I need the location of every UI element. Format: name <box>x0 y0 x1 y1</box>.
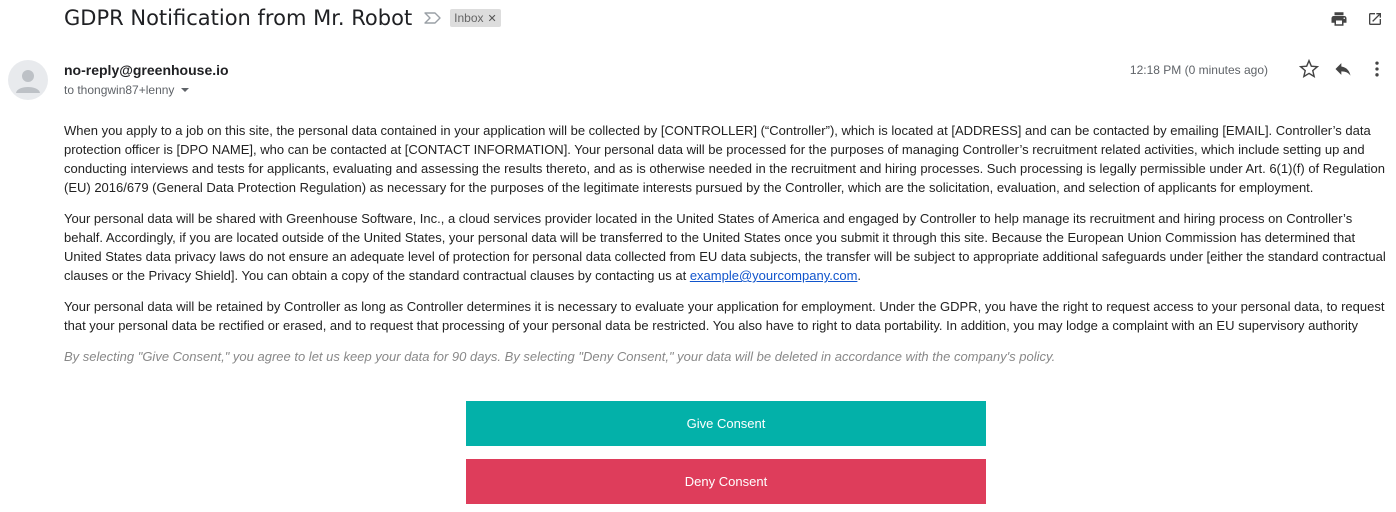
message-timestamp: 12:18 PM (0 minutes ago) <box>1129 63 1268 77</box>
consent-disclaimer: By selecting "Give Consent," you agree to let us keep your data for 90 days. By selecting "Deny Consent," your data will be deleted in accordance with the company's policy. <box>64 349 1056 364</box>
print-icon[interactable] <box>1328 8 1350 30</box>
give-consent-button[interactable]: Give Consent <box>466 401 986 446</box>
label-text: Inbox <box>454 11 484 25</box>
inbox-label-chip <box>450 9 501 27</box>
body-paragraph-1: When you apply to a job on this site, the personal data contained in your application will be collected by [CONTROLLER] (“Controller”), which is located at [ADDRESS] and can be contacted by emailing [EMAIL]. Controller’s data protection officer is [DPO NAME], who can be contacted at [CONTACT INFORMATION]. Your personal data will be processed for the purposes of managing Controller’s recruitment related activities, which include setting up and conducting interviews and tests for applicants, evaluating and assessing the results thereto, and as is otherwise needed in the recruitment and hiring processes. Such processing is legally permissible under Art. 6(1)(f) of Regulation (EU) 2016/679 (General Data Protection Regulation) as necessary for the purposes of the legitimate interests pursued by the Controller, which are the solicitation, evaluation, and selection of applicants for employment. <box>64 123 1385 195</box>
close-icon[interactable]: ✕ <box>487 12 497 25</box>
paragraph-2-text: Your personal data will be shared with Greenhouse Software, Inc., a cloud services provider located in the United States of America and engaged by Controller to help manage its recruitment and hiring process on Controller’s behalf. Accordingly, if you are located outside of the United States, your personal data will be transferred to the United States once you submit it through this site. Because the European Union Commission has determined that United States data privacy laws do not ensure an adequate level of protection for personal data collected from EU data subjects, the transfer will be subject to appropriate additional safeguards under [either the standard contractual clauses or the Privacy Shield]. You can obtain a copy of the standard contractual clauses by contacting us at <box>64 211 1386 283</box>
caret-down-icon[interactable] <box>180 85 190 95</box>
open-in-new-window-icon[interactable] <box>1364 8 1386 30</box>
recipient-text: to thongwin87+lenny <box>64 83 175 97</box>
person-icon <box>8 60 48 100</box>
star-icon[interactable] <box>1298 58 1320 80</box>
contact-email-link[interactable]: example@yourcompany.com <box>689 268 858 283</box>
deny-consent-button[interactable]: Deny Consent <box>466 459 986 504</box>
thread-actions <box>1328 8 1386 30</box>
email-subject: GDPR Notification from Mr. Robot <box>64 6 413 30</box>
more-vert-icon[interactable] <box>1366 58 1388 80</box>
importance-marker-icon[interactable] <box>424 11 442 25</box>
body-paragraph-2 <box>64 209 1388 285</box>
reply-icon[interactable] <box>1332 58 1354 80</box>
body-paragraph-3: Your personal data will be retained by Controller as long as Controller determines it is necessary to evaluate your application for employment. Under the GDPR, you have the right to request access to your personal data, to request that your personal data be rectified or erased, and to request that processing of your personal data be restricted. You also have to right to data portability. In addition, you may lodge a complaint with an EU supervisory authority <box>64 299 1385 333</box>
email-body <box>64 121 1388 378</box>
sender-avatar[interactable] <box>8 60 48 100</box>
subject-row <box>64 4 501 32</box>
sender-address: no-reply@greenhouse.io <box>64 62 229 78</box>
message-actions <box>1298 58 1388 80</box>
paragraph-2-end: . <box>857 268 862 283</box>
recipient-line <box>64 83 190 97</box>
